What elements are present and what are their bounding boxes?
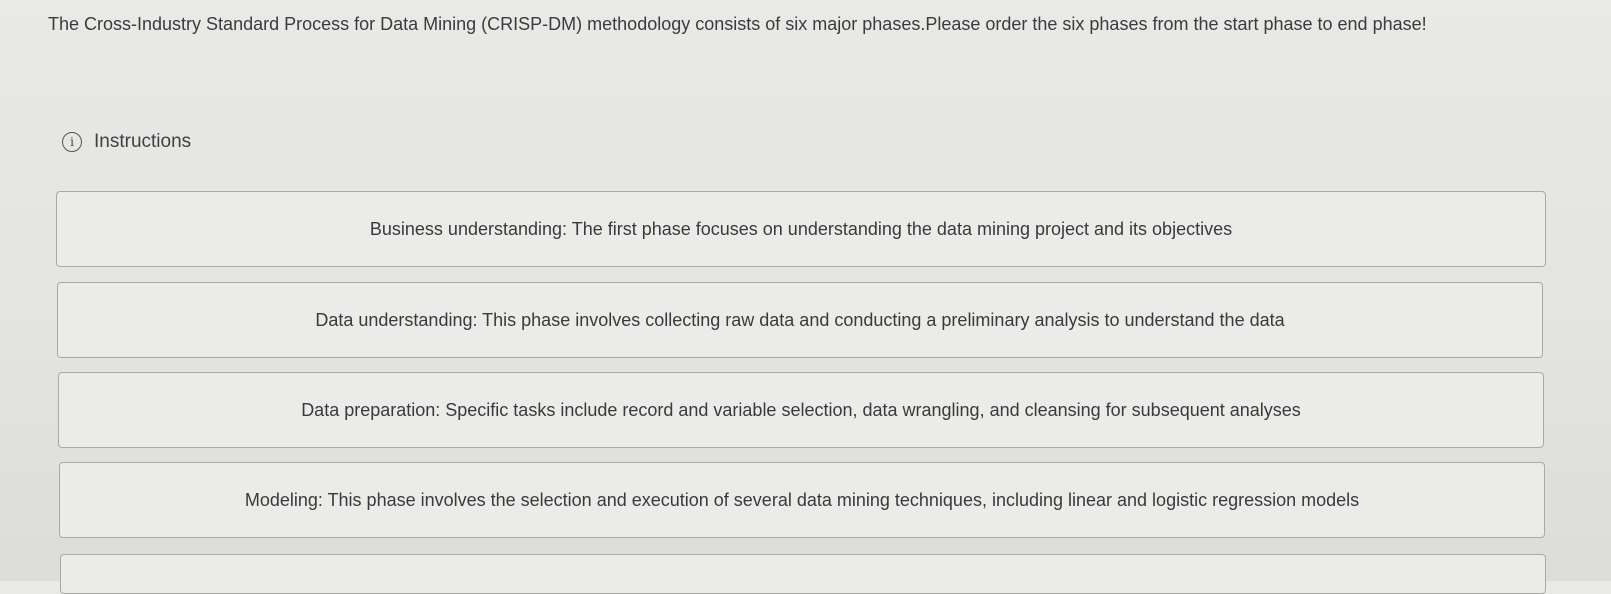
phase-card[interactable] xyxy=(60,554,1546,594)
phase-card-label: Data preparation: Specific tasks include record and variable selection, data wrangling, and cleansing for subsequent analyses xyxy=(301,399,1301,420)
phase-card[interactable] xyxy=(58,372,1544,448)
phase-card[interactable] xyxy=(56,191,1546,267)
info-icon: i xyxy=(62,132,82,152)
phase-card-label: Data understanding: This phase involves collecting raw data and conducting a preliminary analysis to understand the data xyxy=(315,309,1285,330)
question-text: The Cross-Industry Standard Process for Data Mining (CRISP-DM) methodology consists of six major phases.Please order the six phases from the start phase to end phase! xyxy=(48,14,1427,34)
phase-card[interactable] xyxy=(59,462,1545,538)
phase-card-label: Modeling: This phase involves the selection and execution of several data mining techniques, including linear and logistic regression models xyxy=(244,489,1360,510)
phase-card[interactable] xyxy=(57,282,1543,358)
phase-card-label: Business understanding: The first phase focuses on understanding the data mining project and its objectives xyxy=(369,218,1233,239)
instructions-label: Instructions xyxy=(94,131,192,152)
